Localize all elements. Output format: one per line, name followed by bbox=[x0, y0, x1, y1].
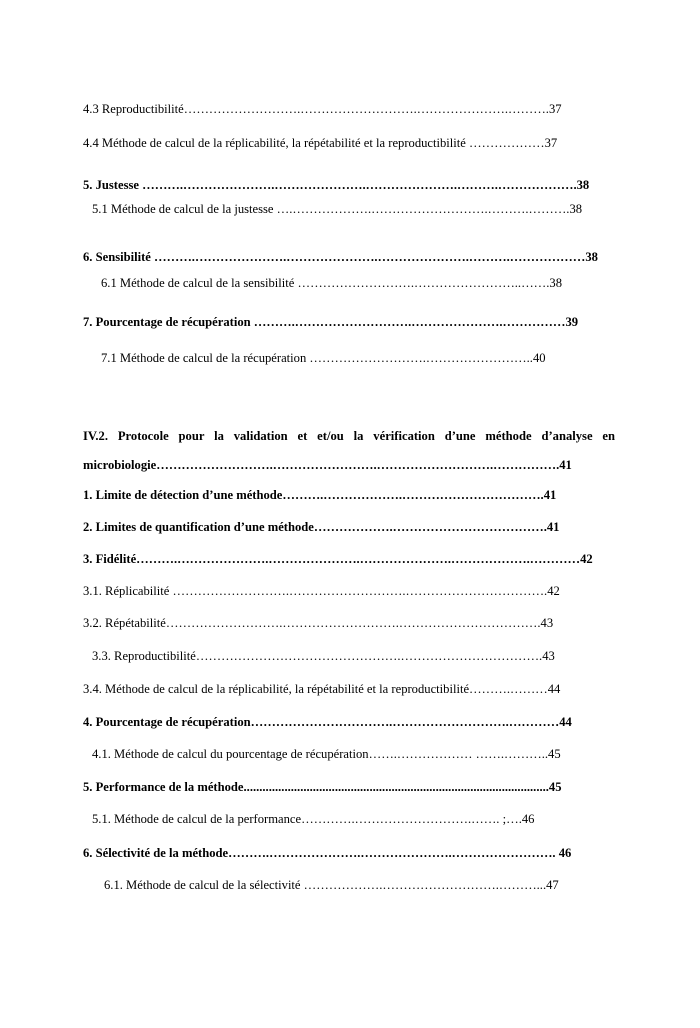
toc-entry: 3.2. Répétabilité……………………….……………………….…………………………….43 bbox=[83, 616, 554, 630]
toc-entry: 4.4 Méthode de calcul de la réplicabilité, la répétabilité et la reproductibilité ………………37 bbox=[83, 136, 558, 150]
toc-entry: 1. Limite de détection d’une méthode……….……………….…………………………….41 bbox=[83, 488, 557, 502]
toc-entry: 3.3. Reproductibilité………………………………………….…………………………….43 bbox=[92, 649, 555, 663]
toc-entry: 5.1. Méthode de calcul de la performance………….……………………….……. ;….46 bbox=[92, 812, 535, 826]
toc-entry: 3.4. Méthode de calcul de la réplicabilité, la répétabilité et la reproductibilité……….………44 bbox=[83, 682, 561, 696]
toc-entry: 7.1 Méthode de calcul de la récupération ……………………….……………………..40 bbox=[101, 351, 546, 365]
toc-entry: 6. Sensibilité ……….………………….………………….………………….……….………………38 bbox=[83, 250, 598, 264]
toc-entry: 2. Limites de quantification d’une méthode……………….……………………………….41 bbox=[83, 520, 560, 534]
toc-entry: 6. Sélectivité de la méthode……….………………….………………….……………………. 46 bbox=[83, 846, 572, 860]
toc-entry: 4. Pourcentage de récupération…………………………….……………………….…………44 bbox=[83, 715, 572, 729]
toc-entry: 4.1. Méthode de calcul du pourcentage de récupération…….……………… …….………..45 bbox=[92, 747, 561, 761]
toc-entry: 5.1 Méthode de calcul de la justesse ….……………….……………………….……….……….38 bbox=[92, 202, 583, 216]
toc-entry: 5. Performance de la méthode.................................................................................................45 bbox=[83, 780, 562, 794]
toc-entry: 6.1 Méthode de calcul de la sensibilité ……………………….……………………..…….38 bbox=[101, 276, 563, 290]
toc-section-heading: IV.2. Protocole pour la validation et et/ou la vérification d’une méthode d’analyse en microbiologie……………………….…………………….……………………….…………….41 bbox=[83, 429, 615, 472]
toc-entry: 6.1. Méthode de calcul de la sélectivité ……………….……………………….………...47 bbox=[104, 878, 559, 892]
toc-entry: 4.3 Reproductibilité……………………….……………………….………………….……….37 bbox=[83, 102, 562, 116]
toc-entry: 3.1. Réplicabilité ……………………….……………………….…………………………….42 bbox=[83, 584, 560, 598]
toc-entry: 7. Pourcentage de récupération ……….……………………….………………….……………39 bbox=[83, 315, 579, 329]
toc-entry: 3. Fidélité……….………………….………………….………………….……………….…………42 bbox=[83, 552, 593, 566]
toc-entry: 5. Justesse ……….………………….………………….………………….……….……………….38 bbox=[83, 178, 590, 192]
